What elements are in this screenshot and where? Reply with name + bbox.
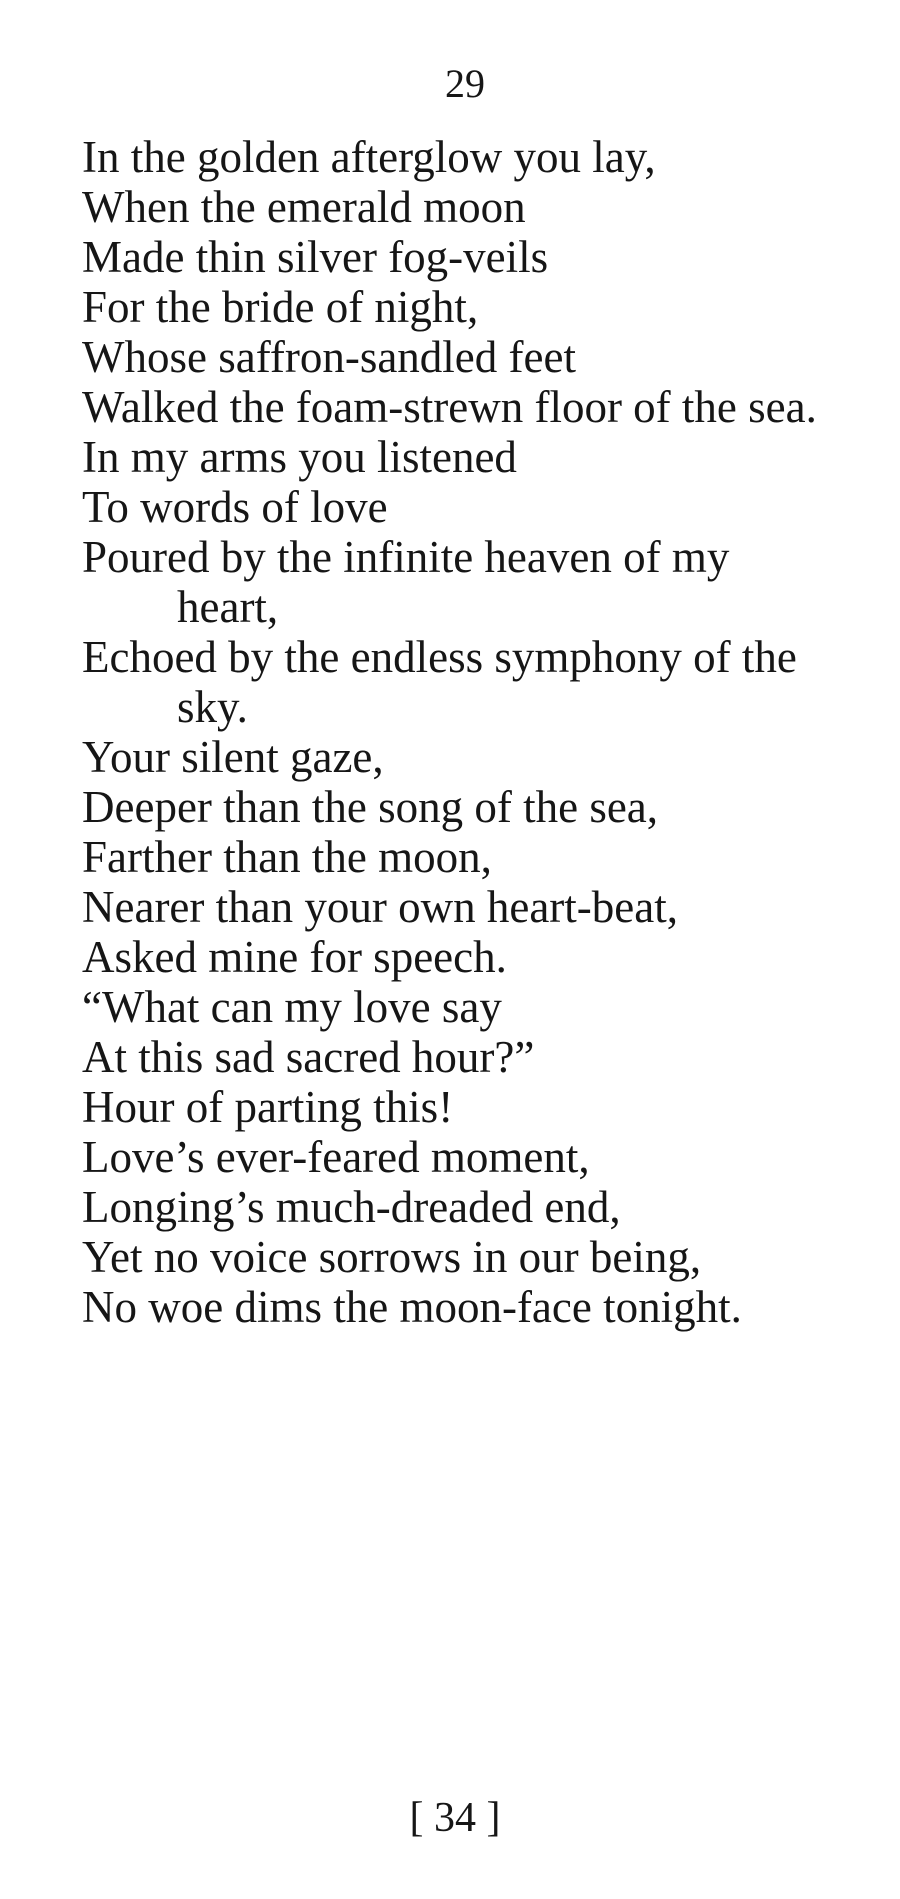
poem-line-continuation: heart, xyxy=(177,582,279,632)
poem-line: In the golden afterglow you lay, xyxy=(82,132,656,182)
poem-line: “What can my love say xyxy=(82,982,502,1032)
page-folio: [ 34 ] xyxy=(409,1795,501,1841)
poem-line: Poured by the infinite heaven of my xyxy=(82,532,730,582)
poem-line: No woe dims the moon-face tonight. xyxy=(82,1282,742,1332)
poem-line: Nearer than your own heart-beat, xyxy=(82,882,678,932)
poem-line: At this sad sacred hour?” xyxy=(82,1032,535,1082)
poem-line: For the bride of night, xyxy=(82,282,479,332)
poem-body xyxy=(82,132,882,1332)
poem-line: Hour of parting this! xyxy=(82,1082,454,1132)
poem-line: Longing’s much-dreaded end, xyxy=(82,1182,621,1232)
poem-line: To words of love xyxy=(82,482,388,532)
poem-line: Asked mine for speech. xyxy=(82,932,507,982)
poem-line: Love’s ever-feared moment, xyxy=(82,1132,590,1182)
poem-line: Echoed by the endless symphony of the xyxy=(82,632,797,682)
poem-line: Made thin silver fog-veils xyxy=(82,232,549,282)
poem-line: Farther than the moon, xyxy=(82,832,492,882)
poem-line: When the emerald moon xyxy=(82,182,526,232)
poem-line-continuation: sky. xyxy=(177,682,248,732)
poem-line: Your silent gaze, xyxy=(82,732,384,782)
poem-line: Whose saffron-sandled feet xyxy=(82,332,576,382)
poem-line: Yet no voice sorrows in our being, xyxy=(82,1232,702,1282)
poem-line: Deeper than the song of the sea, xyxy=(82,782,659,832)
poem-number: 29 xyxy=(445,61,485,106)
poem-line: In my arms you listened xyxy=(82,432,517,482)
poem-line: Walked the foam-strewn floor of the sea. xyxy=(82,382,817,432)
